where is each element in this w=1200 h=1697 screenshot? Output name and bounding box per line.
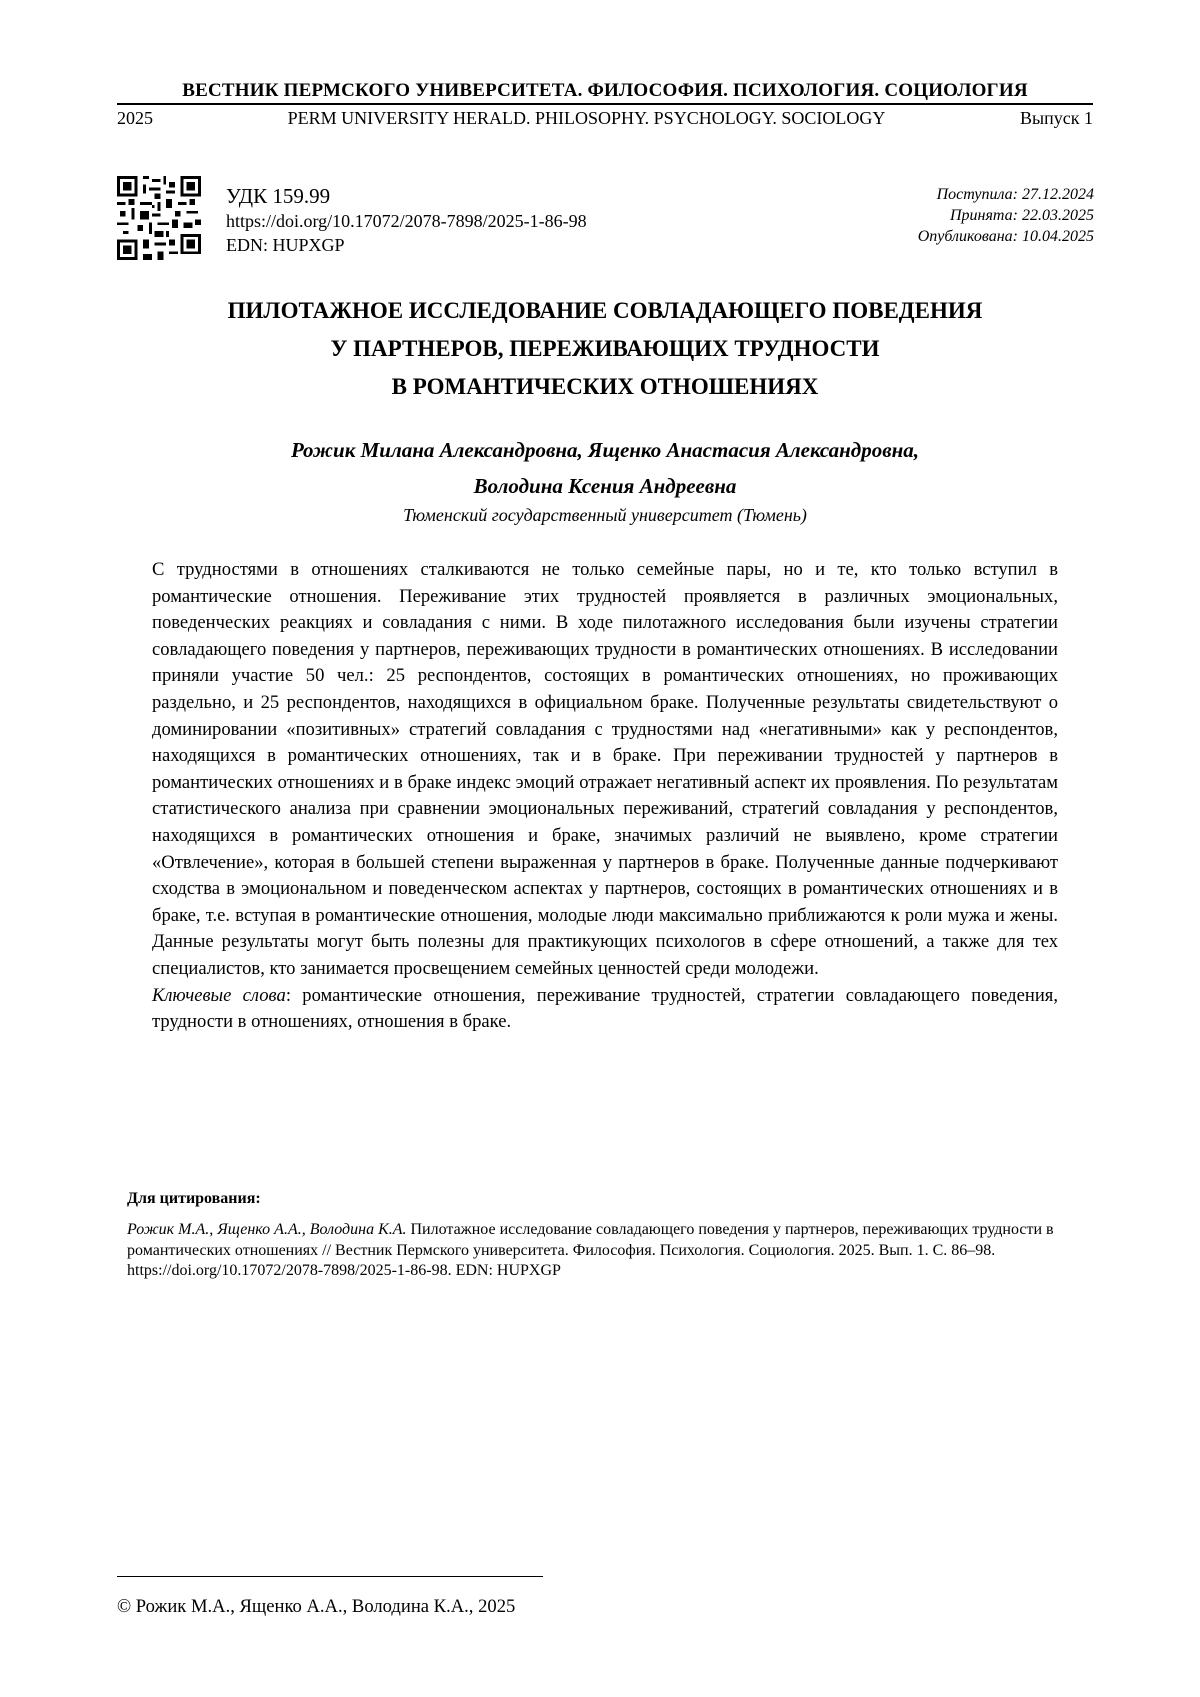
article-title [117, 292, 1093, 406]
article-page [0, 0, 1200, 1697]
date-accepted: Принята: 22.03.2025 [918, 205, 1094, 226]
authors-line: Володина Ксения Андреевна [117, 468, 1093, 504]
journal-subheader [117, 108, 1093, 129]
keywords-label: Ключевые слова [152, 985, 286, 1006]
journal-title-ru: ВЕСТНИК ПЕРМСКОГО УНИВЕРСИТЕТА. ФИЛОСОФИЯ. ПСИХОЛОГИЯ. СОЦИОЛОГИЯ [117, 80, 1093, 102]
citation-reference: Пилотажное исследование совладающего поведения у партнеров, переживающих трудности в романтических отношениях // Вестник Пермского университета. Философия. Психология. Социология. 2025. Вып. 1. С. 86–98. https://doi.org/10.17072/2078-7898/2025-1-86-98. EDN: HUPXGP [127, 1221, 1054, 1279]
title-line: У ПАРТНЕРОВ, ПЕРЕЖИВАЮЩИХ ТРУДНОСТИ [117, 330, 1093, 368]
citation-authors: Рожик М.А., Ященко А.А., Володина К.А. [127, 1221, 406, 1238]
citation-text [127, 1220, 1077, 1282]
title-line: В РОМАНТИЧЕСКИХ ОТНОШЕНИЯХ [117, 368, 1093, 406]
journal-issue: Выпуск 1 [1020, 108, 1093, 129]
article-identifiers [226, 184, 587, 257]
journal-title-en: PERM UNIVERSITY HERALD. PHILOSOPHY. PSYCHOLOGY. SOCIOLOGY [288, 108, 886, 129]
publication-dates [918, 184, 1094, 247]
header-rule [117, 103, 1093, 105]
authors-line: Рожик Милана Александровна, Ященко Анастасия Александровна, [117, 432, 1093, 468]
citation-heading: Для цитирования: [127, 1190, 261, 1208]
footnote-rule [117, 1576, 543, 1577]
date-published: Опубликована: 10.04.2025 [918, 226, 1094, 247]
abstract-text: С трудностями в отношениях сталкиваются не только семейные пары, но и те, кто только вступил в романтические отношения. Переживание этих трудностей проявляется в различных эмоциональных, поведенческих реакциях и совладания с ними. В ходе пилотажного исследования были изучены стратегии совладающего поведения у партнеров, переживающих трудности в романтических отношениях. В исследовании приняли участие 50 чел.: 25 респондентов, состоящих в романтических отношениях, но проживающих раздельно, и 25 респондентов, находящихся в официальном браке. Полученные результаты свидетельствуют о доминировании «позитивных» стратегий совладания с трудностями над «негативными» как у респондентов, находящихся в романтических отношениях, так и в браке. При переживании трудностей у партнеров в романтических отношениях и в браке индекс эмоций отражает негативный аспект их проявления. По результатам статистического анализа при сравнении эмоциональных переживаний, стратегий совладания у респондентов, находящихся в романтических отношения и браке, значимых различий не выявлено, кроме стратегии «Отвлечение», которая в большей степени выраженная у партнеров в браке. Полученные данные подчеркивают сходства в эмоциональном и поведенческом аспектах у партнеров, состоящих в романтических отношениях и в браке, т.е. вступая в романтические отношения, молодые люди максимально приближаются к роли мужа и жены. Данные результаты могут быть полезны для практикующих психологов в сфере отношений, а также для тех специалистов, кто занимается просвещением семейных ценностей среди молодежи. [152, 557, 1058, 983]
udk-code: УДК 159.99 [226, 184, 587, 209]
title-line: ПИЛОТАЖНОЕ ИССЛЕДОВАНИЕ СОВЛАДАЮЩЕГО ПОВЕДЕНИЯ [117, 292, 1093, 330]
abstract [152, 557, 1058, 1036]
doi-link[interactable]: https://doi.org/10.17072/2078-7898/2025-1-86-98 [226, 209, 587, 233]
affiliation: Тюменский государственный университет (Тюмень) [117, 505, 1093, 526]
keywords-list: : романтические отношения, переживание трудностей, стратегии совладающего поведения, трудности в отношениях, отношения в браке. [152, 985, 1058, 1033]
journal-year: 2025 [117, 108, 153, 129]
keywords [152, 983, 1058, 1036]
qr-code-icon [117, 176, 201, 260]
date-received: Поступила: 27.12.2024 [918, 184, 1094, 205]
edn-code: EDN: HUPXGP [226, 233, 587, 257]
copyright: © Рожик М.А., Ященко А.А., Володина К.А., 2025 [117, 1596, 515, 1618]
author-list [117, 432, 1093, 504]
